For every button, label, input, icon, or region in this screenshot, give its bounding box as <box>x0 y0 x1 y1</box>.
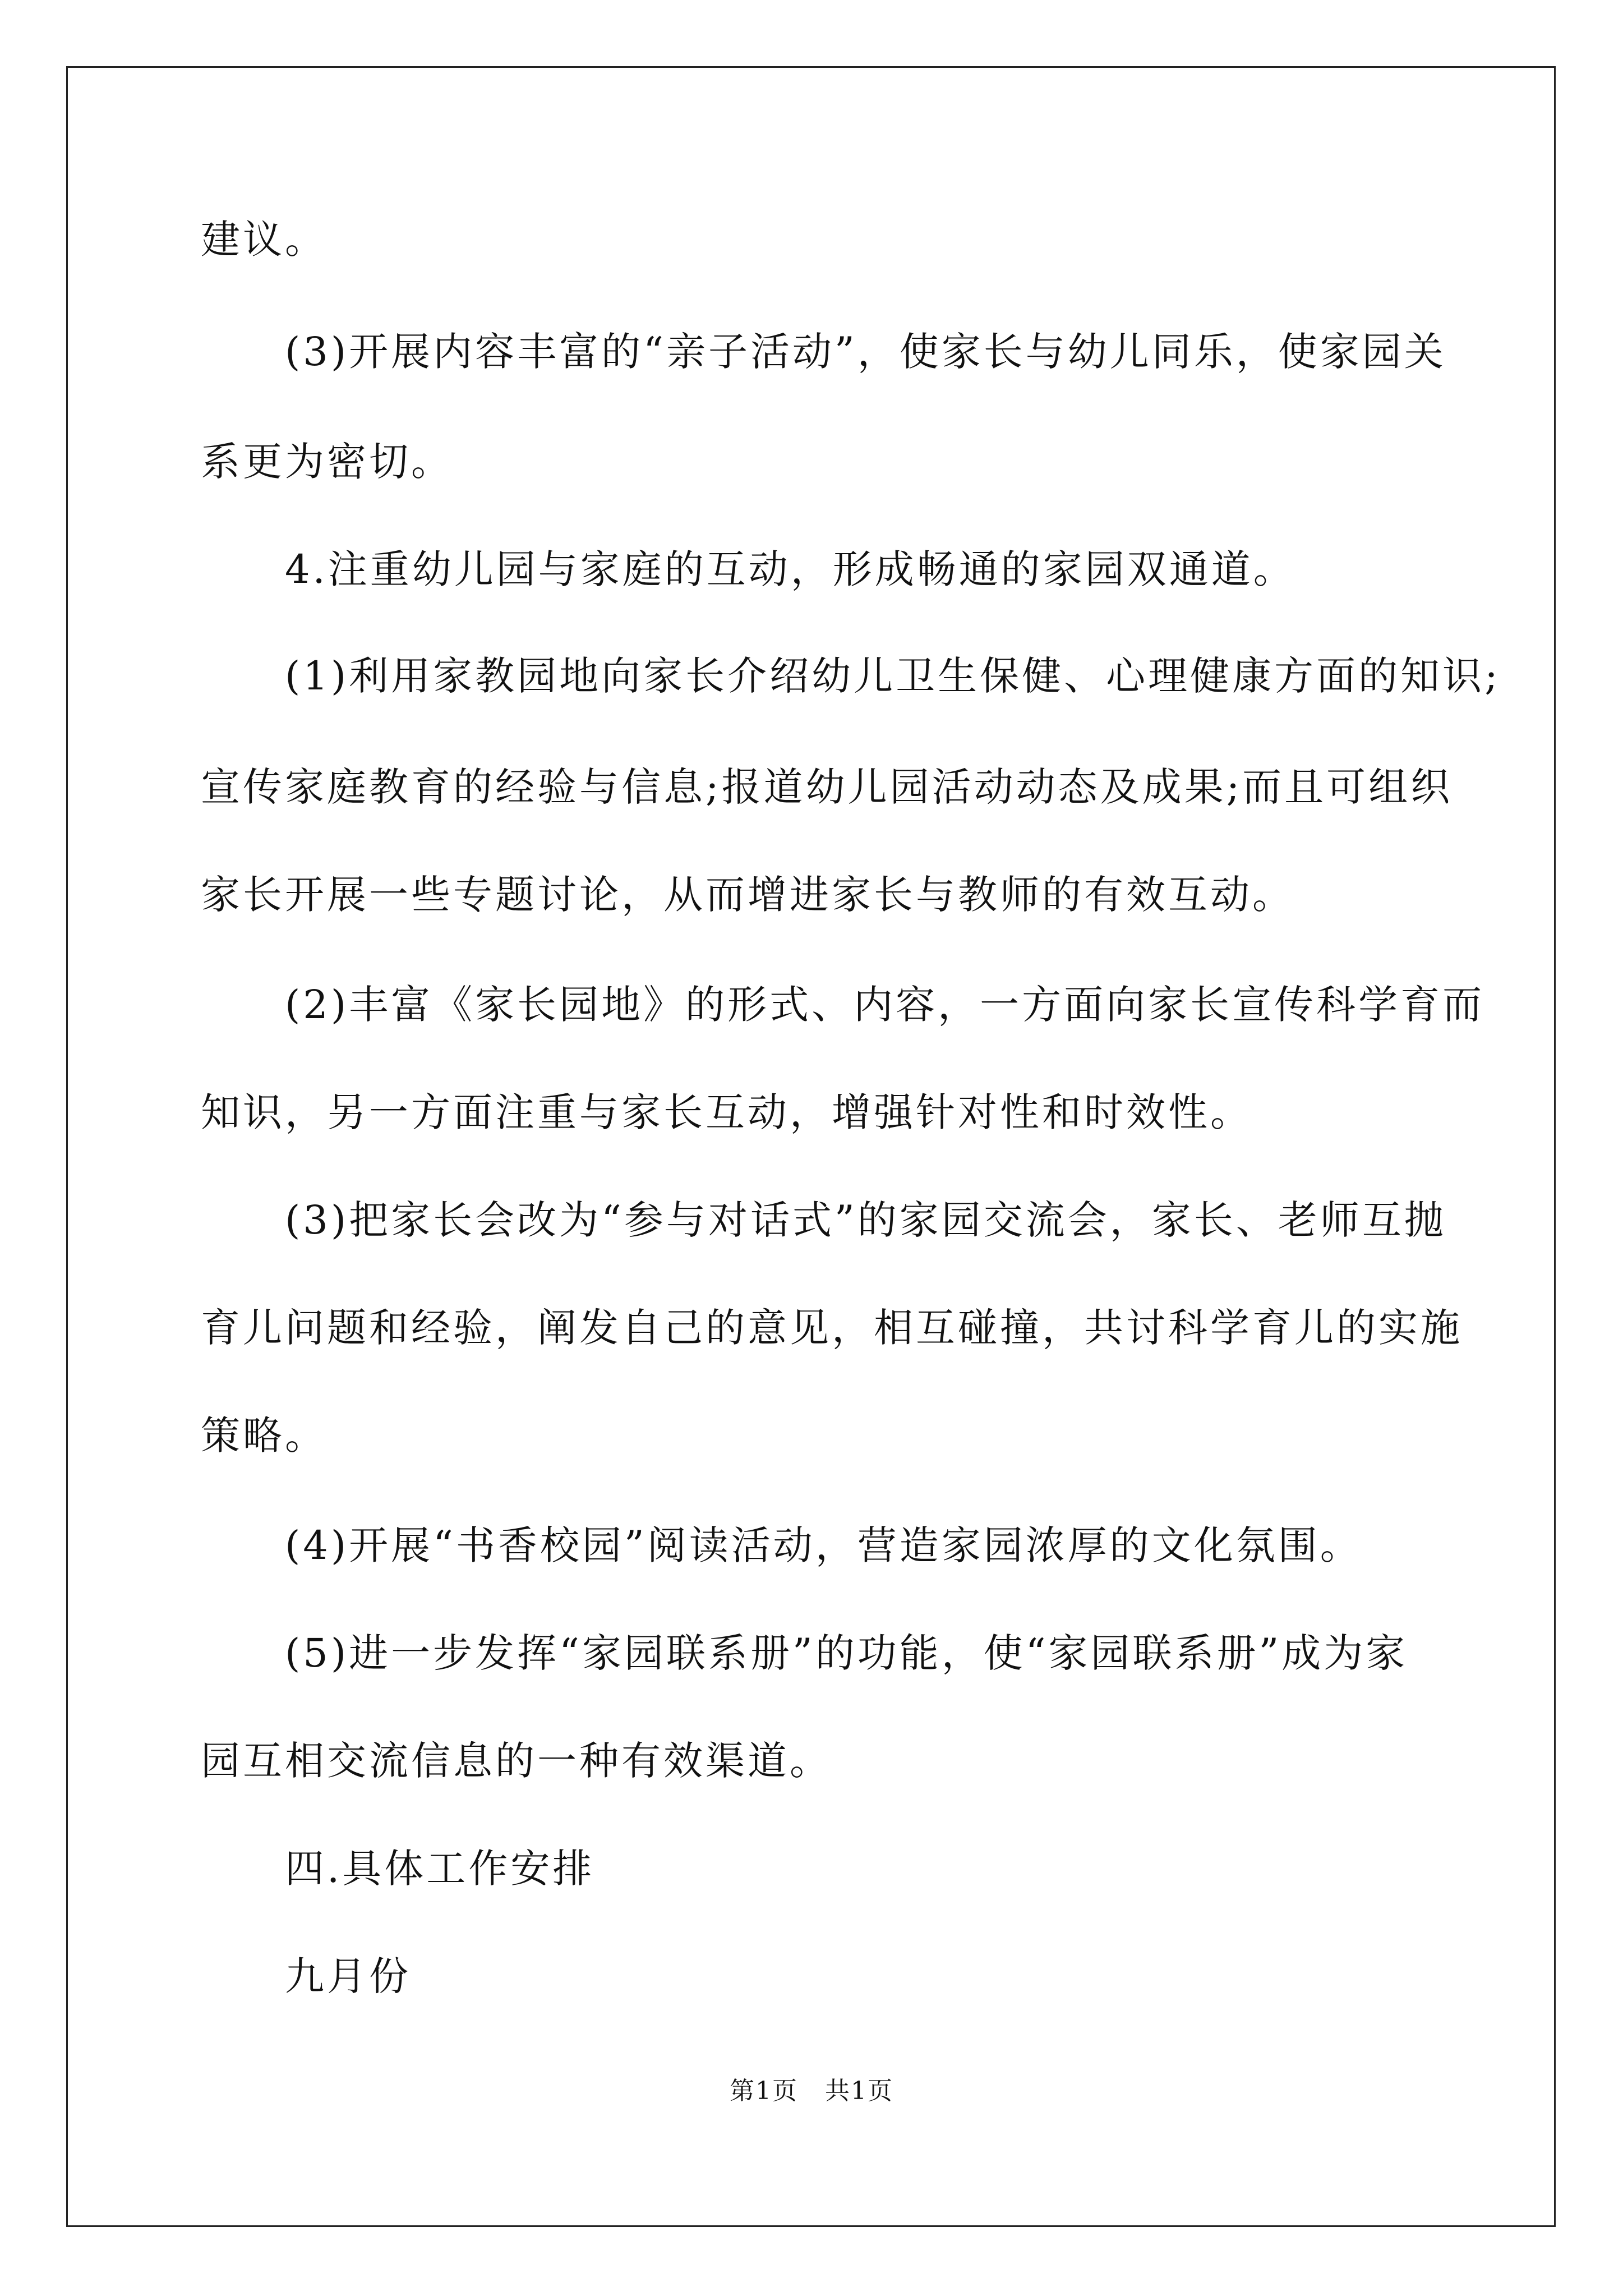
text-line: 育儿问题和经验，阐发自己的意见，相互碰撞，共讨科学育儿的实施 <box>201 1305 1463 1351</box>
page-number: 第1页 共1页 <box>730 2077 893 2105</box>
text-line: 宣传家庭教育的经验与信息;报道幼儿园活动动态及成果;而且可组织 <box>201 764 1453 810</box>
page-border <box>66 66 1556 2227</box>
text-line: 知识，另一方面注重与家长互动，增强针对性和时效性。 <box>201 1089 1252 1135</box>
text-line: 四.具体工作安排 <box>285 1846 595 1892</box>
text-line: (2)丰富《家长园地》的形式、内容，一方面向家长宣传科学育而 <box>285 982 1485 1028</box>
text-line: (1)利用家教园地向家长介绍幼儿卫生保健、心理健康方面的知识; <box>285 653 1501 699</box>
text-line: 4.注重幼儿园与家庭的互动，形成畅通的家园双通道。 <box>285 546 1295 592</box>
text-line: (4)开展“书香校园”阅读活动，营造家园浓厚的文化氛围。 <box>285 1522 1362 1568</box>
text-line: 九月份 <box>285 1953 411 1999</box>
text-line: (3)开展内容丰富的“亲子活动”，使家长与幼儿同乐，使家园关 <box>285 329 1446 375</box>
text-line: 家长开展一些专题讨论，从而增进家长与教师的有效互动。 <box>201 872 1294 918</box>
text-line: 策略。 <box>201 1412 327 1458</box>
text-line: 建议。 <box>201 217 327 263</box>
text-line: 园互相交流信息的一种有效渠道。 <box>201 1738 832 1784</box>
text-line: (3)把家长会改为“参与对话式”的家园交流会，家长、老师互抛 <box>285 1197 1446 1243</box>
text-line: 系更为密切。 <box>201 439 453 485</box>
text-line: (5)进一步发挥“家园联系册”的功能，使“家园联系册”成为家 <box>285 1630 1408 1676</box>
